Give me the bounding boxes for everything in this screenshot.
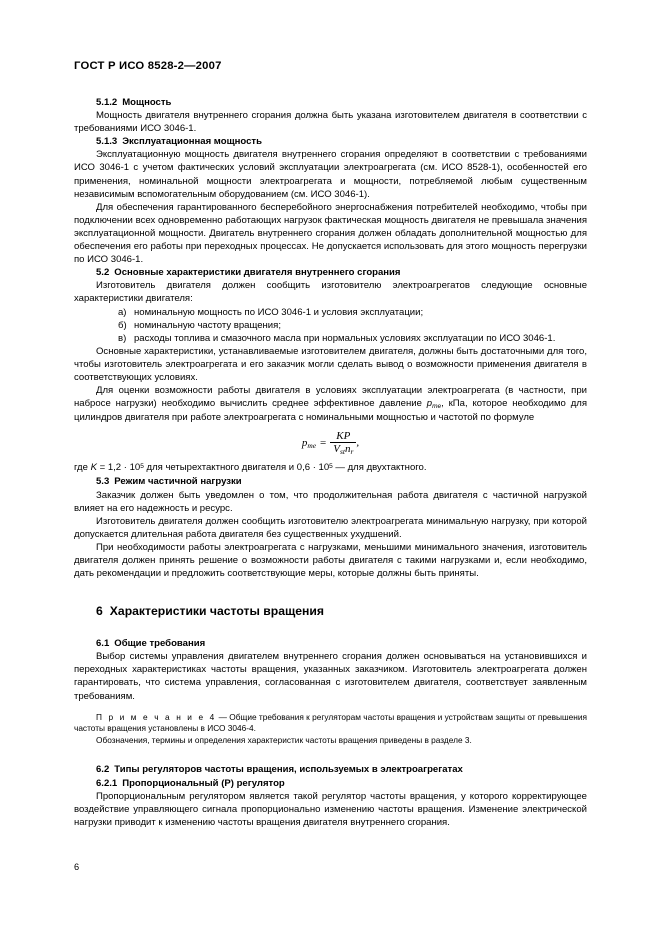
heading-title: Пропорциональный (Р) регулятор bbox=[122, 777, 285, 789]
paragraph-5-3-body-2: Изготовитель двигателя должен сообщить изготовителю электроагрегата минимальную нагрузку, при которой допускается длительная работа двигателя без существенных ухудшений. bbox=[74, 515, 587, 540]
paragraph-6-2-1-body: Пропорциональным регулятором является такой регулятор частоты вращения, у которого корректирующее воздействие управляющего сигнала пропорционально изменению частоты вращения. Изменение электрической нагрузки приводит к изменению частоты вращения двигателя внутреннего сгорания. bbox=[74, 790, 587, 828]
list-item bbox=[74, 319, 587, 332]
list-item bbox=[74, 332, 587, 345]
note-lead: П р и м е ч а н и е 4 bbox=[96, 711, 217, 722]
list-marker: а) bbox=[118, 306, 127, 318]
page-content bbox=[74, 60, 587, 829]
spacer bbox=[74, 746, 587, 763]
spacer bbox=[74, 620, 587, 637]
paragraph-5-3-body-3: При необходимости работы электроагрегата с нагрузками, меньшими минимального значения, изготовитель двигателя должен принять решение о возможности работы двигателя с такими нагрузками и, если необходимо, дать рекомендации и предложить соответствующие меры, которые должны быть приняты. bbox=[74, 541, 587, 580]
heading-5-1-2 bbox=[74, 96, 587, 109]
list-item bbox=[74, 306, 587, 319]
formula-numerator: KP bbox=[330, 431, 356, 444]
note-text: Общие требования к регуляторам частоты вращения и устройствам защиты от превышения частоты вращения установлены в ИСО 3046-4. bbox=[74, 711, 587, 734]
heading-6-1 bbox=[74, 637, 587, 650]
formula-equals: = bbox=[320, 436, 327, 449]
formula-trailing-comma: , bbox=[356, 436, 360, 449]
heading-number: 5.1.2 bbox=[96, 97, 118, 108]
paragraph-5-2-body-3-part2: , кПа, которое необходимо для цилиндров двигателя при работе электроагрегата с номинальными мощностью и частотой по формуле bbox=[74, 398, 588, 424]
heading-number: 6.1 bbox=[96, 638, 110, 650]
formula-lhs: $p_{me}$ bbox=[301, 436, 317, 450]
paragraph-5-2-body-3-part1: Для оценки возможности работы двигателя в условиях эксплуатации электроагрегата (в частности, при набросе нагрузки) необходимо вычислить среднее эффективное давление bbox=[74, 385, 587, 410]
spacer bbox=[74, 580, 587, 603]
heading-5-1-3 bbox=[74, 135, 587, 148]
paragraph-6-1-body-1: Выбор системы управления двигателем внутреннего сгорания должен основываться на установившихся и переходных характеристиках частоты вращения, указанных заказчиком. Изготовитель электроагрегата должен гарантировать, что система управления, согласованная с изготовителем двигателя, соответствует заявленным требованиям. bbox=[74, 651, 587, 702]
symbol-k: K bbox=[90, 462, 97, 474]
list-marker: б) bbox=[118, 319, 127, 331]
paragraph-formula-where: где $K = 1,2 \cdot 10^5$ для четырехтактного двигателя и $0,6 \cdot 10^5$ — для двухтактного. bbox=[74, 462, 427, 474]
heading-number: 5.2 bbox=[96, 267, 110, 279]
heading-5-2 bbox=[74, 266, 587, 279]
heading-5-3 bbox=[74, 475, 587, 488]
list-text: расходы топлива и смазочного масла при нормальных условиях эксплуатации по ИСО 3046-1. bbox=[134, 332, 556, 344]
note-text-2: Обозначения, термины и определения характеристик частоты вращения приведены в разделе 3. bbox=[96, 734, 472, 745]
note-4 bbox=[74, 712, 587, 735]
page-number: 6 bbox=[74, 862, 80, 872]
list-text: номинальную частоту вращения; bbox=[134, 319, 281, 331]
heading-title: Мощность bbox=[122, 97, 172, 108]
heading-number: 6 bbox=[96, 604, 103, 619]
list-marker: в) bbox=[118, 332, 127, 344]
heading-number: 5.1.3 bbox=[96, 136, 118, 148]
paragraph-5-2-body-3 bbox=[74, 384, 587, 424]
heading-6 bbox=[74, 603, 587, 620]
paragraph-5-2-body-1: Изготовитель двигателя должен сообщить изготовителю электроагрегатов следующие основные характеристики двигателя: bbox=[74, 280, 587, 305]
paragraph-5-2-body-2: Основные характеристики, устанавливаемые изготовителем двигателя, должны быть достаточными для того, чтобы изготовитель электроагрегата и его заказчик могли сделать вывод о возможности применения двигателя в соответствующих условиях. bbox=[74, 345, 587, 383]
note-dash: — bbox=[216, 711, 230, 722]
heading-title: Основные характеристики двигателя внутреннего сгорания bbox=[114, 267, 401, 279]
heading-title: Типы регуляторов частоты вращения, используемых в электроагрегатах bbox=[114, 764, 463, 776]
symbol-pme: $p_{me}$ bbox=[426, 398, 442, 410]
standard-header: ГОСТ Р ИСО 8528-2—2007 bbox=[74, 60, 222, 72]
heading-number: 5.3 bbox=[96, 476, 110, 488]
formula-mean-effective-pressure bbox=[74, 431, 587, 455]
heading-title: Общие требования bbox=[114, 638, 206, 650]
heading-6-2-1 bbox=[74, 777, 587, 790]
heading-6-2 bbox=[74, 763, 587, 776]
heading-title: Эксплуатационная мощность bbox=[122, 136, 262, 148]
list-text: номинальную мощность по ИСО 3046-1 и условия эксплуатации; bbox=[134, 306, 424, 318]
paragraph-5-3-body-1: Заказчик должен быть уведомлен о том, что продолжительная работа двигателя с частичной нагрузкой влияет на его надежность и ресурс. bbox=[74, 489, 587, 514]
heading-number: 6.2.1 bbox=[96, 777, 118, 789]
formula-expression bbox=[302, 431, 359, 455]
paragraph-5-1-3-body-1: Эксплуатационную мощность двигателя внутреннего сгорания определяют в соответствии с требованиями ИСО 3046-1 с учетом фактических условий эксплуатации электроагрегата (см. ИСО 8528-1), особенностей его применения, номинальной мощности электроагрегата и мощности, потребляемой любым существенным независимым вспомогательным оборудованием (см. ИСО 3046-1). bbox=[74, 149, 587, 200]
heading-title: Режим частичной нагрузки bbox=[114, 476, 242, 488]
heading-title: Характеристики частоты вращения bbox=[109, 604, 324, 619]
formula-fraction bbox=[330, 431, 356, 455]
note-designations bbox=[74, 735, 587, 747]
formula-denominator: $V_{st}n_r$ bbox=[333, 442, 354, 456]
paragraph-5-1-3-body-2: Для обеспечения гарантированного бесперебойного энергоснабжения потребителей необходимо, чтобы при подключении всех одновременно работающих нагрузок фактическая мощность двигателя не превышала значения эксплуатационной мощности. Двигатель внутреннего сгорания должен обладать дополнительной мощностью для обеспечения его работы при переходных процессах. Не допускается использовать для этого мощность перегрузки по ИСО 3046-1. bbox=[74, 201, 587, 266]
spacer bbox=[74, 703, 587, 712]
paragraph-5-1-2-body: Мощность двигателя внутреннего сгорания должна быть указана изготовителем двигателя в соответствии с требованиями ИСО 3046-1. bbox=[74, 110, 587, 135]
heading-number: 6.2 bbox=[96, 764, 110, 776]
